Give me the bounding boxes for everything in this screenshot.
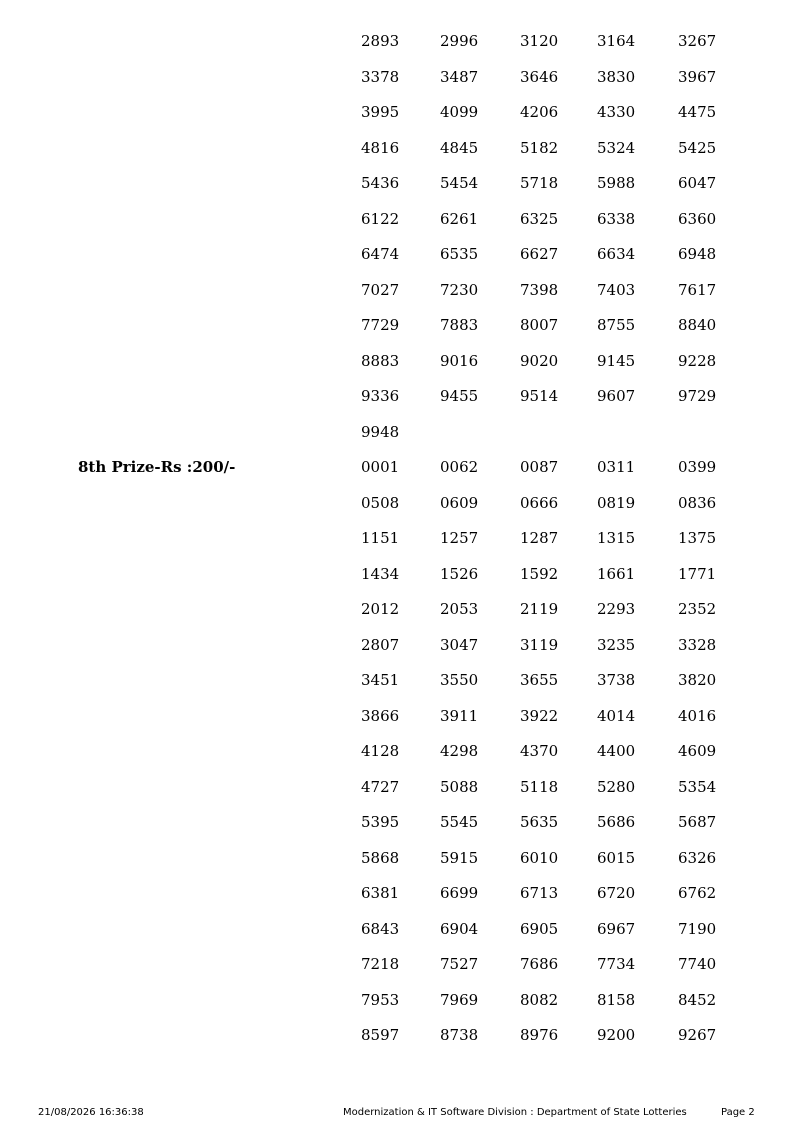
prize-label: 8th Prize-Rs :200/- — [78, 458, 236, 476]
ticket-number: 4206 — [520, 103, 559, 121]
ticket-number: 5454 — [440, 174, 479, 192]
ticket-number: 1315 — [597, 529, 636, 547]
result-row — [0, 599, 800, 619]
ticket-number: 4016 — [678, 707, 717, 725]
ticket-number: 3995 — [361, 103, 400, 121]
ticket-number: 2293 — [597, 600, 636, 618]
result-row — [0, 706, 800, 726]
ticket-number: 7729 — [361, 316, 400, 334]
ticket-number: 5988 — [597, 174, 636, 192]
ticket-number: 3550 — [440, 671, 479, 689]
ticket-number: 2893 — [361, 32, 400, 50]
result-row — [0, 315, 800, 335]
result-row — [0, 777, 800, 797]
result-row — [0, 102, 800, 122]
ticket-number: 0087 — [520, 458, 559, 476]
ticket-number: 4400 — [597, 742, 636, 760]
ticket-number: 6381 — [361, 884, 400, 902]
ticket-number: 0001 — [361, 458, 400, 476]
ticket-number: 1771 — [678, 565, 717, 583]
ticket-number: 3451 — [361, 671, 400, 689]
ticket-number: 6326 — [678, 849, 717, 867]
ticket-number: 3235 — [597, 636, 636, 654]
ticket-number: 9228 — [678, 352, 717, 370]
ticket-number: 0609 — [440, 494, 479, 512]
ticket-number: 4845 — [440, 139, 479, 157]
ticket-number: 1257 — [440, 529, 479, 547]
ticket-number: 5088 — [440, 778, 479, 796]
result-row — [0, 883, 800, 903]
ticket-number: 3164 — [597, 32, 636, 50]
ticket-number: 7686 — [520, 955, 559, 973]
ticket-number: 9145 — [597, 352, 636, 370]
ticket-number: 7027 — [361, 281, 400, 299]
ticket-number: 9020 — [520, 352, 559, 370]
ticket-number: 7230 — [440, 281, 479, 299]
ticket-number: 6360 — [678, 210, 717, 228]
ticket-number: 6713 — [520, 884, 559, 902]
ticket-number: 7617 — [678, 281, 717, 299]
ticket-number: 6905 — [520, 920, 559, 938]
ticket-number: 6720 — [597, 884, 636, 902]
ticket-number: 9267 — [678, 1026, 717, 1044]
ticket-number: 5425 — [678, 139, 717, 157]
result-row — [0, 812, 800, 832]
result-row — [0, 173, 800, 193]
result-row — [0, 351, 800, 371]
ticket-number: 4014 — [597, 707, 636, 725]
ticket-number: 8597 — [361, 1026, 400, 1044]
ticket-number: 6261 — [440, 210, 479, 228]
ticket-number: 3378 — [361, 68, 400, 86]
ticket-number: 3830 — [597, 68, 636, 86]
ticket-number: 3047 — [440, 636, 479, 654]
result-row — [0, 422, 800, 442]
ticket-number: 1526 — [440, 565, 479, 583]
ticket-number: 6634 — [597, 245, 636, 263]
ticket-number: 1592 — [520, 565, 559, 583]
ticket-number: 6627 — [520, 245, 559, 263]
result-row — [0, 457, 800, 477]
ticket-number: 8976 — [520, 1026, 559, 1044]
ticket-number: 3487 — [440, 68, 479, 86]
ticket-number: 5545 — [440, 813, 479, 831]
ticket-number: 8755 — [597, 316, 636, 334]
ticket-number: 9948 — [361, 423, 400, 441]
page-footer — [0, 1105, 800, 1121]
result-row — [0, 528, 800, 548]
result-row — [0, 1025, 800, 1045]
result-row — [0, 67, 800, 87]
ticket-number: 8158 — [597, 991, 636, 1009]
ticket-number: 0819 — [597, 494, 636, 512]
ticket-number: 4330 — [597, 103, 636, 121]
result-row — [0, 209, 800, 229]
result-row — [0, 670, 800, 690]
ticket-number: 3922 — [520, 707, 559, 725]
ticket-number: 4727 — [361, 778, 400, 796]
ticket-number: 7218 — [361, 955, 400, 973]
ticket-number: 9729 — [678, 387, 717, 405]
result-row — [0, 280, 800, 300]
ticket-number: 0836 — [678, 494, 717, 512]
result-row — [0, 635, 800, 655]
ticket-number: 3911 — [440, 707, 479, 725]
ticket-number: 0666 — [520, 494, 559, 512]
ticket-number: 0399 — [678, 458, 717, 476]
ticket-number: 5324 — [597, 139, 636, 157]
ticket-number: 4099 — [440, 103, 479, 121]
ticket-number: 8840 — [678, 316, 717, 334]
ticket-number: 3738 — [597, 671, 636, 689]
ticket-number: 6948 — [678, 245, 717, 263]
result-row — [0, 564, 800, 584]
footer-timestamp: 21/08/2026 16:36:38 — [38, 1107, 144, 1118]
ticket-number: 3646 — [520, 68, 559, 86]
ticket-number: 9607 — [597, 387, 636, 405]
ticket-number: 5280 — [597, 778, 636, 796]
ticket-number: 8452 — [678, 991, 717, 1009]
ticket-number: 3866 — [361, 707, 400, 725]
ticket-number: 5436 — [361, 174, 400, 192]
ticket-number: 4370 — [520, 742, 559, 760]
ticket-number: 6325 — [520, 210, 559, 228]
ticket-number: 6762 — [678, 884, 717, 902]
ticket-number: 4128 — [361, 742, 400, 760]
result-row — [0, 31, 800, 51]
ticket-number: 3267 — [678, 32, 717, 50]
ticket-number: 2053 — [440, 600, 479, 618]
ticket-number: 9016 — [440, 352, 479, 370]
ticket-number: 2012 — [361, 600, 400, 618]
ticket-number: 6122 — [361, 210, 400, 228]
result-row — [0, 386, 800, 406]
ticket-number: 5718 — [520, 174, 559, 192]
result-row — [0, 138, 800, 158]
ticket-number: 0508 — [361, 494, 400, 512]
ticket-number: 7740 — [678, 955, 717, 973]
ticket-number: 4475 — [678, 103, 717, 121]
ticket-number: 3328 — [678, 636, 717, 654]
result-row — [0, 493, 800, 513]
ticket-number: 9514 — [520, 387, 559, 405]
ticket-number: 7527 — [440, 955, 479, 973]
ticket-number: 6699 — [440, 884, 479, 902]
ticket-number: 7398 — [520, 281, 559, 299]
ticket-number: 5687 — [678, 813, 717, 831]
ticket-number: 5686 — [597, 813, 636, 831]
ticket-number: 5182 — [520, 139, 559, 157]
ticket-number: 5915 — [440, 849, 479, 867]
ticket-number: 3967 — [678, 68, 717, 86]
ticket-number: 9455 — [440, 387, 479, 405]
ticket-number: 8082 — [520, 991, 559, 1009]
ticket-number: 3820 — [678, 671, 717, 689]
ticket-number: 1434 — [361, 565, 400, 583]
ticket-number: 4816 — [361, 139, 400, 157]
ticket-number: 6015 — [597, 849, 636, 867]
ticket-number: 8738 — [440, 1026, 479, 1044]
ticket-number: 2352 — [678, 600, 717, 618]
ticket-number: 1375 — [678, 529, 717, 547]
ticket-number: 2996 — [440, 32, 479, 50]
ticket-number: 3119 — [520, 636, 559, 654]
ticket-number: 6535 — [440, 245, 479, 263]
result-row — [0, 954, 800, 974]
ticket-number: 5354 — [678, 778, 717, 796]
result-row — [0, 990, 800, 1010]
ticket-number: 5868 — [361, 849, 400, 867]
ticket-number: 9336 — [361, 387, 400, 405]
ticket-number: 1151 — [361, 529, 400, 547]
footer-page-number: Page 2 — [721, 1107, 755, 1118]
ticket-number: 8883 — [361, 352, 400, 370]
ticket-number: 2119 — [520, 600, 559, 618]
ticket-number: 6474 — [361, 245, 400, 263]
ticket-number: 6904 — [440, 920, 479, 938]
ticket-number: 6047 — [678, 174, 717, 192]
ticket-number: 6010 — [520, 849, 559, 867]
ticket-number: 7403 — [597, 281, 636, 299]
ticket-number: 0311 — [597, 458, 636, 476]
ticket-number: 4609 — [678, 742, 717, 760]
ticket-number: 7953 — [361, 991, 400, 1009]
ticket-number: 0062 — [440, 458, 479, 476]
ticket-number: 6967 — [597, 920, 636, 938]
result-row — [0, 741, 800, 761]
ticket-number: 7969 — [440, 991, 479, 1009]
ticket-number: 2807 — [361, 636, 400, 654]
ticket-number: 5395 — [361, 813, 400, 831]
ticket-number: 7883 — [440, 316, 479, 334]
ticket-number: 3120 — [520, 32, 559, 50]
ticket-number: 7190 — [678, 920, 717, 938]
ticket-number: 6338 — [597, 210, 636, 228]
footer-division: Modernization & IT Software Division : Department of State Lotteries — [343, 1107, 687, 1118]
ticket-number: 3655 — [520, 671, 559, 689]
result-row — [0, 919, 800, 939]
result-row — [0, 244, 800, 264]
ticket-number: 1287 — [520, 529, 559, 547]
ticket-number: 5635 — [520, 813, 559, 831]
ticket-number: 5118 — [520, 778, 559, 796]
ticket-number: 7734 — [597, 955, 636, 973]
ticket-number: 6843 — [361, 920, 400, 938]
ticket-number: 8007 — [520, 316, 559, 334]
ticket-number: 1661 — [597, 565, 636, 583]
result-row — [0, 848, 800, 868]
ticket-number: 9200 — [597, 1026, 636, 1044]
ticket-number: 4298 — [440, 742, 479, 760]
